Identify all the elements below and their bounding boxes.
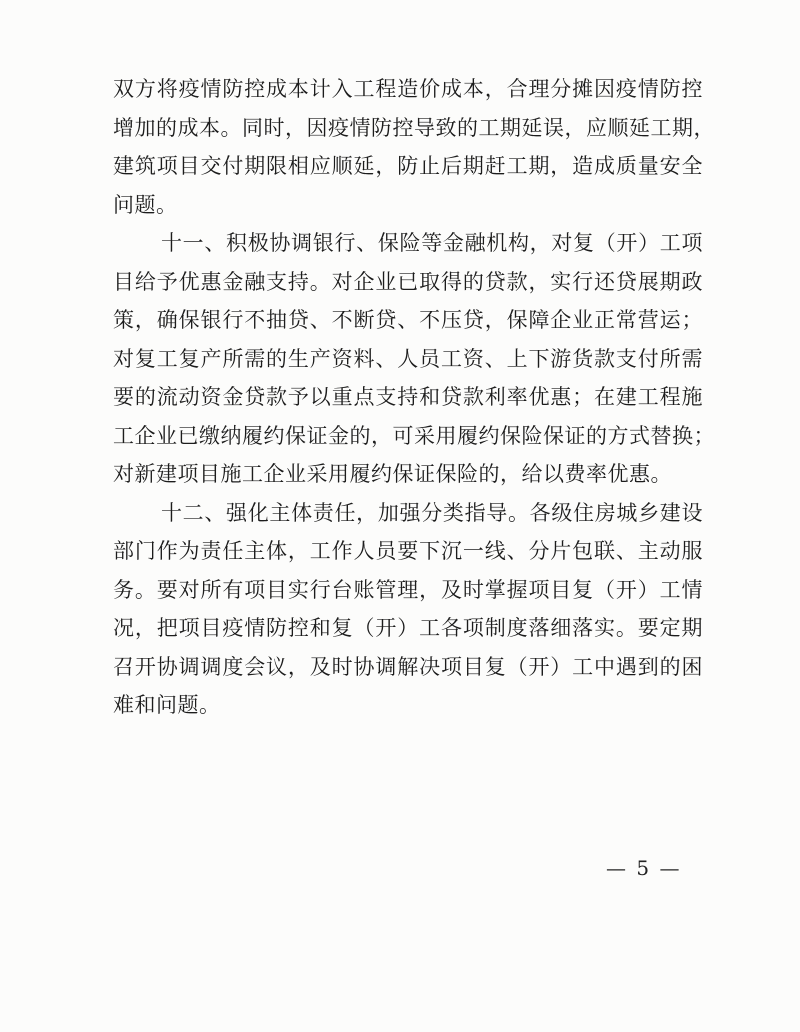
text-line: 部门作为责任主体，工作人员要下沉一线、分片包联、主动服 bbox=[113, 539, 703, 563]
text-line: 召开协调调度会议，及时协调解决项目复（开）工中遇到的困 bbox=[113, 654, 703, 679]
text-line: 工企业已缴纳履约保证金的，可采用履约保险保证的方式替换； bbox=[113, 423, 715, 448]
paragraph-twelve-heading-line: 十二、强化主体责任，加强分类指导。各级住房城乡建设 bbox=[161, 500, 703, 525]
text-line: 对复工复产所需的生产资料、人员工资、上下游货款支付所需 bbox=[113, 346, 703, 371]
text-line: 增加的成本。同时，因疫情防控导致的工期延误，应顺延工期， bbox=[113, 115, 715, 140]
text-line: 要的流动资金贷款予以重点支持和贷款利率优惠；在建工程施 bbox=[113, 385, 703, 409]
text-line: 务。要对所有项目实行台账管理，及时掌握项目复（开）工情 bbox=[113, 577, 703, 602]
text-line: 问题。 bbox=[113, 192, 178, 217]
page-number: — 5 — bbox=[606, 856, 682, 880]
paragraph-eleven-heading-line: 十一、积极协调银行、保险等金融机构，对复（开）工项 bbox=[161, 231, 703, 255]
text-line: 况，把项目疫情防控和复（开）工各项制度落细落实。要定期 bbox=[113, 616, 703, 640]
text-line: 策，确保银行不抽贷、不断贷、不压贷，保障企业正常营运； bbox=[113, 308, 703, 332]
text-line: 双方将疫情防控成本计入工程造价成本，合理分摊因疫情防控 bbox=[113, 77, 703, 101]
text-line: 对新建项目施工企业采用履约保证保险的，给以费率优惠。 bbox=[113, 462, 672, 486]
text-line: 建筑项目交付期限相应顺延，防止后期赶工期，造成质量安全 bbox=[113, 154, 703, 178]
text-line: 难和问题。 bbox=[113, 693, 221, 717]
text-line: 目给予优惠金融支持。对企业已取得的贷款，实行还贷展期政 bbox=[113, 269, 703, 294]
document-body bbox=[113, 70, 715, 725]
